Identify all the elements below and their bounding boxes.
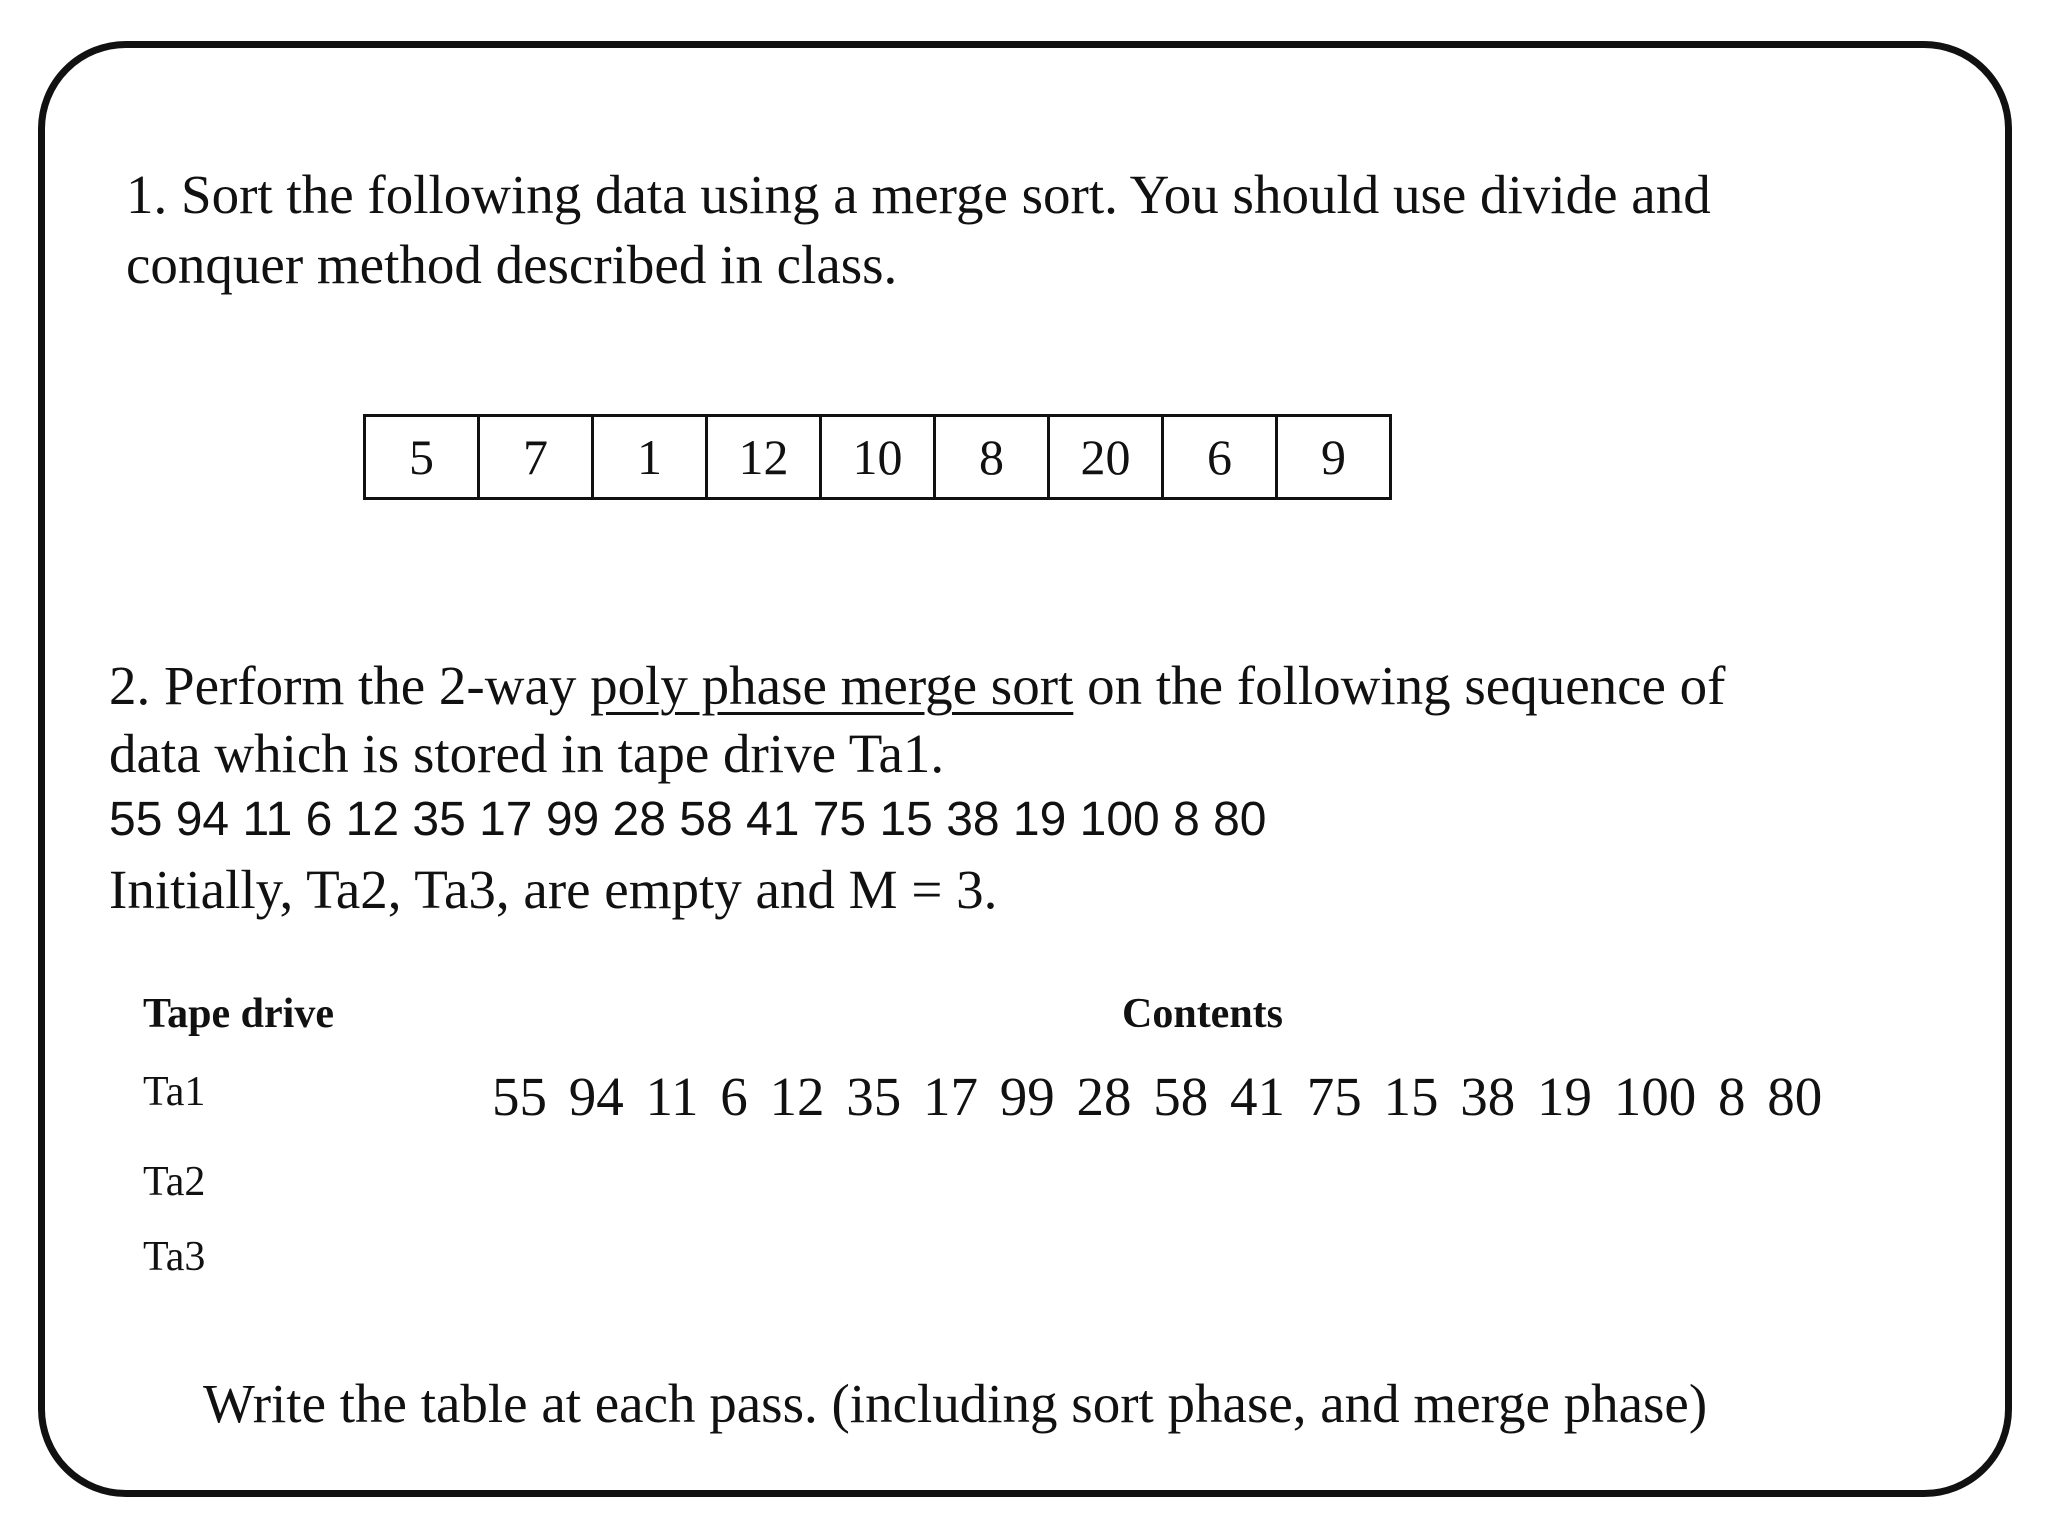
question-2-line-1 [109, 652, 1726, 720]
instruction-footer: Write the table at each pass. (including sort phase, and merge phase) [203, 1373, 1708, 1434]
array-cell: 7 [480, 414, 594, 500]
array-cell: 6 [1164, 414, 1278, 500]
table-header-contents: Contents [1122, 991, 1284, 1037]
question-2-prefix: 2. Perform the 2-way [109, 655, 591, 716]
array-cell: 20 [1050, 414, 1164, 500]
array-cell: 9 [1278, 414, 1392, 500]
data-sequence: 55 94 11 6 12 35 17 99 28 58 41 75 15 38 19 100 8 80 [109, 793, 1267, 846]
array-cell: 8 [936, 414, 1050, 500]
tape-drive-label: Ta3 [143, 1234, 206, 1280]
underlined-term: poly phase merge sort [590, 655, 1074, 716]
table-header-tape-drive: Tape drive [143, 991, 334, 1037]
question-1-line-1: 1. Sort the following data using a merge sort. You should use divide and [126, 164, 1711, 225]
question-2-line-2: data which is stored in tape drive Ta1. [109, 723, 945, 784]
question-2 [109, 652, 1726, 924]
tape-drive-label: Ta1 [143, 1069, 206, 1115]
array-cell: 12 [708, 414, 822, 500]
question-2-suffix: on the following sequence of [1073, 655, 1726, 716]
tape-contents: 55 94 11 6 12 35 17 99 28 58 41 75 15 38 19 100 8 80 [492, 1066, 1823, 1127]
question-1-line-2: conquer method described in class. [126, 234, 898, 295]
question-2-line-4: Initially, Ta2, Ta3, are empty and M = 3. [109, 859, 998, 920]
array-cell: 1 [594, 414, 708, 500]
array-cell: 5 [366, 414, 480, 500]
tape-drive-label: Ta2 [143, 1159, 206, 1205]
question-1 [126, 160, 1906, 300]
data-array [363, 414, 1392, 500]
array-cell: 10 [822, 414, 936, 500]
